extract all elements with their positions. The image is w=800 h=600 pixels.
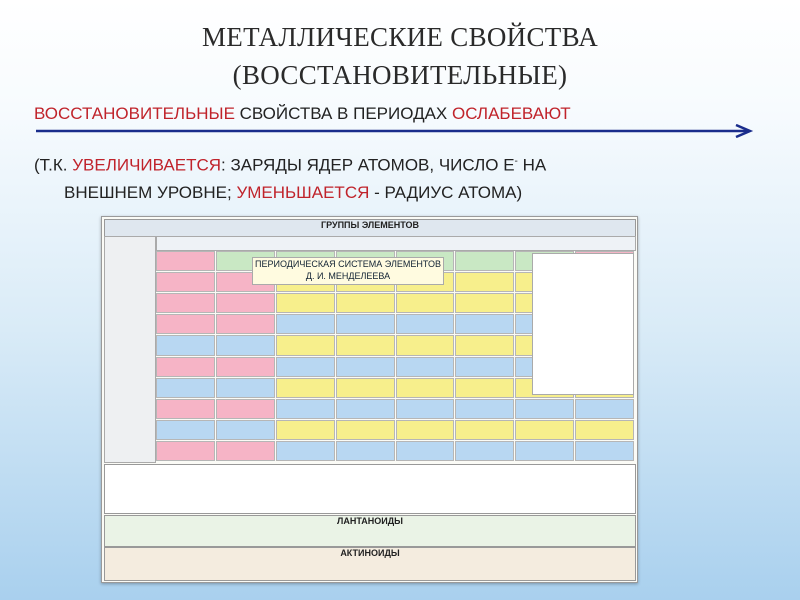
element-cell	[336, 335, 395, 355]
element-cell	[396, 357, 455, 377]
element-cell	[455, 335, 514, 355]
element-cell	[276, 293, 335, 313]
element-cell	[396, 399, 455, 419]
element-cell	[216, 399, 275, 419]
element-cell	[396, 441, 455, 461]
element-cell	[156, 335, 215, 355]
element-cell	[216, 420, 275, 440]
element-cell	[216, 314, 275, 334]
element-cell	[276, 314, 335, 334]
element-cell	[156, 420, 215, 440]
caption-line2: Д. И. МЕНДЕЛЕЕВА	[305, 271, 391, 281]
element-cell	[455, 357, 514, 377]
element-cell	[156, 293, 215, 313]
element-cell	[515, 441, 574, 461]
statement-text	[34, 104, 571, 124]
periodic-table-legend	[532, 253, 634, 395]
element-cell	[156, 251, 215, 271]
element-cell	[156, 314, 215, 334]
actinides-row	[104, 547, 636, 581]
element-cell	[156, 399, 215, 419]
statement-highlight-reducing: ВОССТАНОВИТЕЛЬНЫЕ	[34, 104, 235, 123]
period-direction-arrow-icon	[36, 124, 762, 138]
slide-title-line2: (ВОССТАНОВИТЕЛЬНЫЕ)	[232, 60, 568, 90]
element-cell	[515, 420, 574, 440]
reason-mid2: НА	[517, 155, 547, 175]
reason-open: (Т.К.	[34, 155, 73, 175]
element-cell	[455, 399, 514, 419]
lanthanides-label: ЛАНТАНОИДЫ	[337, 516, 403, 526]
element-cell	[216, 441, 275, 461]
reason-end: - РАДИУС АТОМА)	[369, 182, 523, 202]
element-cell	[276, 399, 335, 419]
element-cell	[276, 335, 335, 355]
element-cell	[156, 441, 215, 461]
element-cell	[276, 441, 335, 461]
element-cell	[336, 357, 395, 377]
element-cell	[276, 420, 335, 440]
element-cell	[575, 399, 634, 419]
element-cell	[156, 378, 215, 398]
element-cell	[336, 441, 395, 461]
element-cell	[575, 441, 634, 461]
element-cell	[276, 378, 335, 398]
element-cell	[515, 399, 574, 419]
reason-line2	[34, 179, 764, 206]
element-cell	[396, 314, 455, 334]
element-cell	[216, 293, 275, 313]
oxides-hydrides-rows	[104, 464, 636, 514]
periodic-table-header: ГРУППЫ ЭЛЕМЕНТОВ	[104, 219, 636, 237]
lanthanides-row	[104, 515, 636, 547]
reason-paragraph	[34, 148, 764, 206]
periodic-table-periods-column	[104, 236, 156, 463]
element-cell	[216, 335, 275, 355]
electron-charge-sup: -	[514, 156, 518, 167]
element-cell	[336, 293, 395, 313]
element-cell	[216, 357, 275, 377]
element-cell	[455, 441, 514, 461]
element-cell	[336, 378, 395, 398]
reason-line2-start: ВНЕШНЕМ УРОВНЕ;	[64, 182, 237, 202]
element-cell	[156, 357, 215, 377]
periodic-table-image	[101, 216, 638, 583]
element-cell	[455, 314, 514, 334]
actinides-label: АКТИНОИДЫ	[340, 548, 400, 558]
element-cell	[455, 293, 514, 313]
periodic-table-group-row	[156, 236, 636, 251]
element-cell	[276, 357, 335, 377]
element-cell	[336, 314, 395, 334]
statement-middle: СВОЙСТВА В ПЕРИОДАХ	[234, 104, 452, 123]
reason-mid: : ЗАРЯДЫ ЯДЕР АТОМОВ, ЧИСЛО Е	[221, 155, 515, 175]
element-cell	[216, 378, 275, 398]
periodic-table-caption	[252, 257, 444, 285]
element-cell	[455, 378, 514, 398]
slide-title-line1: МЕТАЛЛИЧЕСКИЕ СВОЙСТВА	[202, 22, 598, 52]
element-cell	[336, 420, 395, 440]
reason-increases: УВЕЛИЧИВАЕТСЯ	[72, 155, 222, 175]
reason-decreases: УМЕНЬШАЕТСЯ	[236, 182, 370, 202]
element-cell	[455, 420, 514, 440]
element-cell	[336, 399, 395, 419]
element-cell	[455, 251, 514, 271]
element-cell	[396, 293, 455, 313]
element-cell	[575, 420, 634, 440]
element-cell	[396, 420, 455, 440]
element-cell	[156, 272, 215, 292]
element-cell	[396, 378, 455, 398]
element-cell	[396, 335, 455, 355]
statement-highlight-weaken: ОСЛАБЕВАЮТ	[452, 104, 571, 123]
element-cell	[455, 272, 514, 292]
caption-line1: ПЕРИОДИЧЕСКАЯ СИСТЕМА ЭЛЕМЕНТОВ	[255, 259, 441, 269]
